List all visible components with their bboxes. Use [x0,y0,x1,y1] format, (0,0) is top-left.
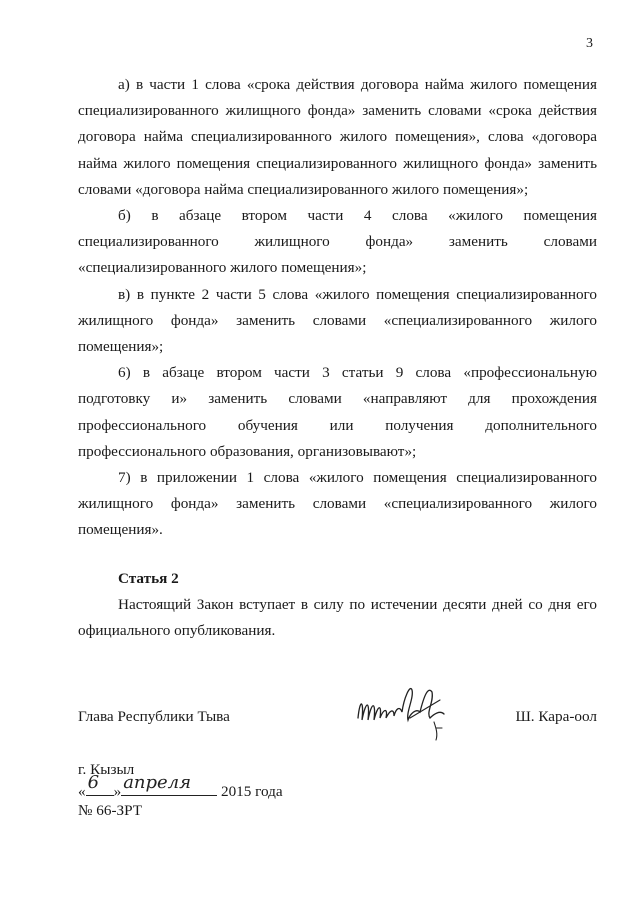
amendment-v: в) в пункте 2 части 5 слова «жилого помещения специализированного жилищного фонда» заменить словами «специализированного жилого помещения»; [78,285,597,356]
amendments-list [78,72,597,544]
amendment-b: б) в абзаце втором части 4 слова «жилого помещения специализированного жилищного фонда» заменить словами «специализированного жилого помещения»; [78,207,597,277]
amendment-6: 6) в абзаце втором части 3 статьи 9 слова «профессиональную подготовку и» заменить словами «направляют для прохождения профессионального обучения или получения дополнительного профессионального образования, организовывают»; [78,364,597,460]
law-number: № 66-ЗРТ [78,802,143,819]
date-day: 6 [87,772,100,793]
handwritten-signature [350,678,470,748]
article-heading: Статья 2 [118,570,179,587]
date-line [78,772,283,801]
signatory-title: Глава Республики Тыва [78,708,230,725]
article-2 [78,566,597,645]
date-year: 2015 года [220,783,283,800]
date-quote-open: « [78,783,86,800]
signature-block [78,700,597,760]
amendment-a: а) в части 1 слова «срока действия договора найма жилого помещения специализированного жилищного фонда» заменить словами «срока действия договора найма специализированного жилого помещения», слова «договора найма жилого помещения специализированного жилищного фонда» заменить словами «договора найма специализированного жилого помещения»; [78,76,597,198]
signatory-name: Ш. Кара-оол [515,708,597,725]
date-month: апреля [123,772,192,793]
date-month-field [121,772,217,796]
date-quote-close: » [113,783,122,800]
article-text: Настоящий Закон вступает в силу по истечении десяти дней со дня его официального опубликования. [78,596,597,640]
amendment-7: 7) в приложении 1 слова «жилого помещения специализированного жилищного фонда» заменить словами «специализированного жилого помещения». [78,469,597,539]
city: г. Кызыл [78,761,135,778]
document-footer [78,760,283,820]
date-day-field [86,772,114,796]
page-number: 3 [586,36,593,51]
